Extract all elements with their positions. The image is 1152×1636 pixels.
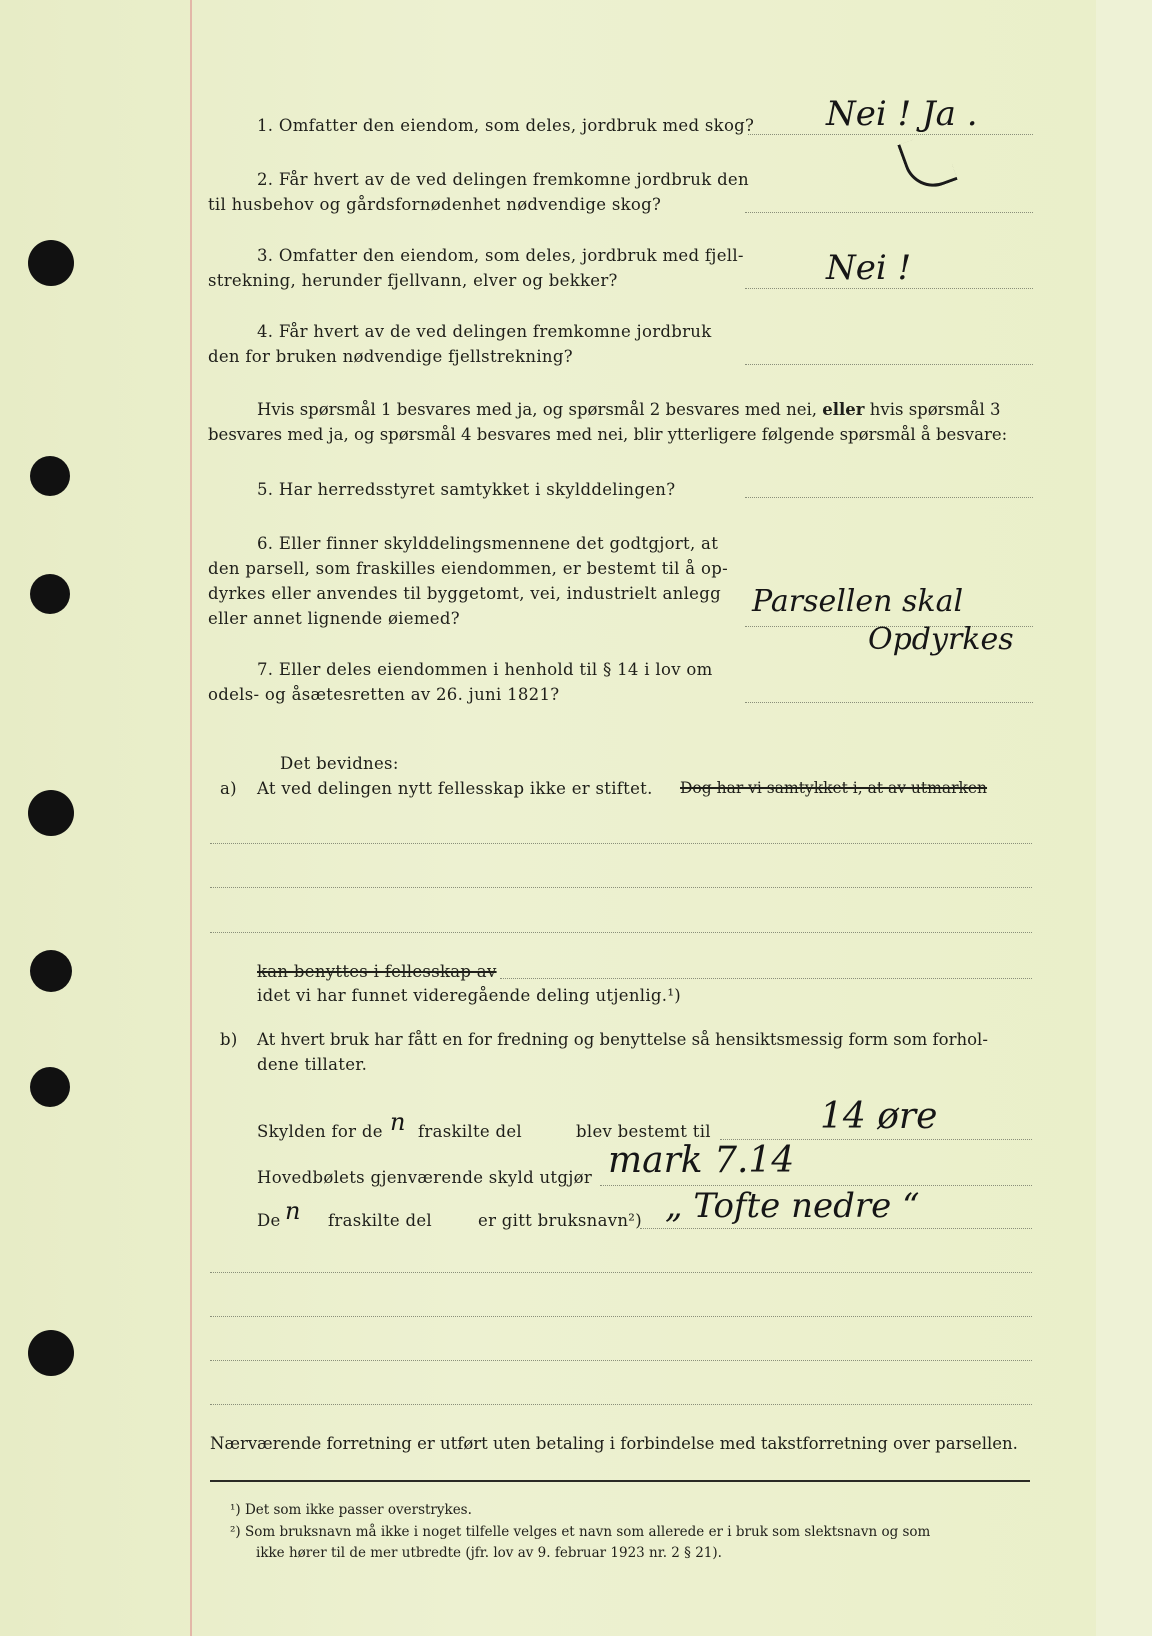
handwritten-answer-3: Nei ! [826,248,912,288]
blank-line [210,1404,1032,1405]
question-4-line-1: 4. Får hvert av de ved delingen fremkomne jordbruk [257,322,712,341]
skyld-value-1: 14 øre [820,1096,938,1137]
bevidnes-b-line-1: At hvert bruk har fått en for fredning og benyttelse så hensiktsmessig form som forhol- [257,1030,988,1049]
bevidnes-a-text: At ved delingen nytt fellesskap ikke er stiftet. [257,779,653,798]
answer-line-2 [745,212,1033,213]
footnote-rule [210,1480,1030,1482]
question-4-line-2: den for bruken nødvendige fjellstrekning? [208,347,573,366]
handwriting-flourish [897,130,957,195]
page-edge [1096,0,1152,1636]
blank-line [210,1316,1032,1317]
question-2-line-2: til husbehov og gårdsfornødenhet nødvendige skog? [208,195,662,214]
question-7-line-2: odels- og åsætesretten av 26. juni 1821? [208,685,560,704]
skyld-value-2: mark 7.14 [608,1140,795,1181]
footnote-1: ¹) Det som ikke passer overstrykes. [230,1502,472,1518]
skyld-row-3-label: De [257,1211,281,1230]
closing-statement: Nærværende forretning er utført uten betaling i forbindelse med takstforretning over parsellen. [210,1434,1018,1453]
punch-hole [28,790,74,836]
skyld-line-3 [640,1228,1032,1229]
blank-line [210,932,1032,933]
blank-line [210,1272,1032,1273]
punch-hole [30,574,70,614]
bevidnes-a-label: a) [220,779,237,798]
punch-hole [28,240,74,286]
instruction-emphasis: eller [822,400,865,419]
skyld-row-1-handwritten: n [390,1108,406,1136]
question-6-line-3: dyrkes eller anvendes til byggetomt, vei, industrielt anlegg [208,584,721,603]
punch-hole [30,456,70,496]
skyld-row-3-part: fraskilte del [328,1211,432,1230]
bevidnes-heading: Det bevidnes: [280,754,399,773]
question-3-line-2: strekning, herunder fjellvann, elver og bekker? [208,271,618,290]
skyld-row-3-navn: er gitt bruksnavn²) [478,1211,642,1230]
skyld-row-1-label: Skylden for de [257,1122,383,1141]
blank-line [210,887,1032,888]
answer-line-4 [745,364,1033,365]
footnote-2-line-2: ikke hører til de mer utbredte (jfr. lov av 9. februar 1923 nr. 2 § 21). [256,1545,722,1561]
question-2-line-1: 2. Får hvert av de ved delingen fremkomne jordbruk den [257,170,749,189]
margin-line [190,0,192,1636]
bevidnes-a-struck: Dog har vi samtykket i, at av utmarken [680,779,988,797]
instruction-line-2: besvares med ja, og spørsmål 4 besvares med nei, blir ytterligere følgende spørsmål å besvare: [208,425,1008,444]
handwritten-answer-6a: Parsellen skal [752,584,964,619]
footnote-2-line-1: ²) Som bruksnavn må ikke i noget tilfelle velges et navn som allerede er i bruk som slektsnavn og som [230,1524,931,1540]
instruction-line-1 [257,400,1001,419]
punch-hole [30,1067,70,1107]
question-1: 1. Omfatter den eiendom, som deles, jordbruk med skog? [257,116,755,135]
answer-line-3 [745,288,1033,289]
question-6-line-2: den parsell, som fraskilles eiendommen, er bestemt til å op- [208,559,728,578]
answer-line-5 [745,497,1033,498]
question-3-line-1: 3. Omfatter den eiendom, som deles, jordbruk med fjell- [257,246,744,265]
skyld-row-2-label: Hovedbølets gjenværende skyld utgjør [257,1168,593,1187]
question-5: 5. Har herredsstyret samtykket i skylddelingen? [257,480,676,499]
answer-line-1 [748,134,1033,135]
blank-line [210,843,1032,844]
handwritten-answer-6b: Opdyrkes [868,622,1014,657]
skyld-value-3: „ Tofte nedre “ [665,1186,920,1226]
handwritten-answer-1: Nei ! Ja . [826,94,978,134]
instruction-part-a: Hvis spørsmål 1 besvares med ja, og spørsmål 2 besvares med nei, [257,400,818,419]
bevidnes-b-label: b) [220,1030,238,1049]
punch-hole [28,1330,74,1376]
instruction-part-c: hvis spørsmål 3 [869,400,1001,419]
answer-line-7 [745,702,1033,703]
skyld-row-1-part: fraskilte del [418,1122,522,1141]
question-6-line-1: 6. Eller finner skylddelingsmennene det godtgjort, at [257,534,719,553]
question-7-line-1: 7. Eller deles eiendommen i henhold til § 14 i lov om [257,660,713,679]
struck-text: kan benyttes i fellesskap av [257,962,497,981]
skyld-row-3-handwritten: n [285,1197,301,1225]
bevidnes-b-line-2: dene tillater. [257,1055,368,1074]
blank-line [210,1360,1032,1361]
idet-text: idet vi har funnet videregående deling utjenlig.¹) [257,986,681,1005]
question-6-line-4: eller annet lignende øiemed? [208,609,460,628]
blank-line [500,978,1032,979]
skyld-row-1-bestemt: blev bestemt til [576,1122,711,1141]
punch-hole [30,950,72,992]
